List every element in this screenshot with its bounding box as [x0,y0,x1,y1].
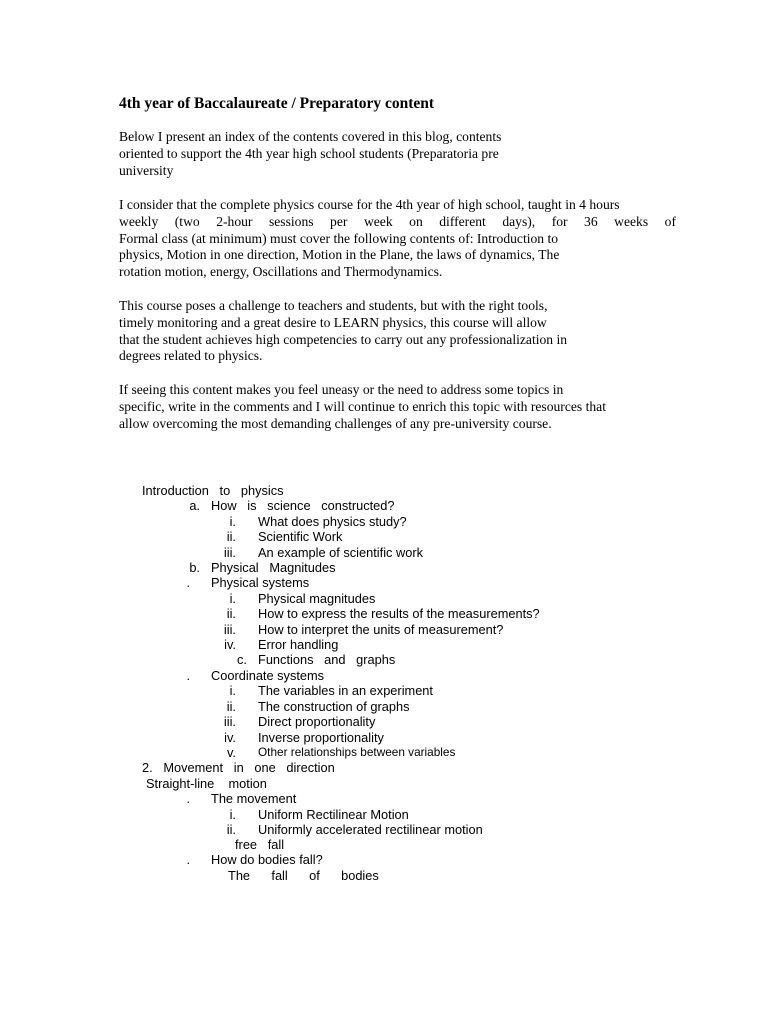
index-subitem: Uniform Rectilinear Motion [258,807,409,822]
text-line: allow overcoming the most demanding challenges of any pre-university course. [119,415,552,431]
index-subitem: The construction of graphs [258,699,410,714]
list-marker: b. [189,560,200,575]
list-marker: . [186,791,190,806]
list-marker: iii. [223,622,236,637]
list-marker: ii. [226,606,236,621]
index-item: Straight-line motion [146,776,267,791]
text-line: Formal class (at minimum) must cover the following contents of: Introduction to [119,230,559,246]
text-line: oriented to support the 4th year high school students (Preparatoria pre [119,145,499,161]
index-subitem: Direct proportionality [258,714,376,729]
index-subitem: Inverse proportionality [258,730,384,745]
index-item-b: Physical Magnitudes [211,560,336,575]
index-item: Coordinate systems [211,668,325,683]
text-line: that the student achieves high competencies to carry out any professionalization in [119,331,568,347]
text-line: rotation motion, energy, Oscillations and Thermodynamics. [119,264,443,280]
list-marker: iv. [224,730,236,745]
index-item: Physical systems [211,575,310,590]
list-marker: ii. [226,822,236,837]
index-item: How do bodies fall? [211,852,323,867]
index-subitem: What does physics study? [258,514,407,529]
list-marker: i. [229,591,236,606]
list-marker: iv. [224,637,236,652]
index-subitem: Error handling [258,637,339,652]
list-marker: i. [229,807,236,822]
text-line: timely monitoring and a great desire to LEARN physics, this course will allow [119,314,547,330]
index-subitem: The variables in an experiment [258,683,433,698]
index-item-a: How is science constructed? [211,498,395,513]
index-subitem: Physical magnitudes [258,591,376,606]
index-item: The fall of bodies [228,868,379,883]
text-line: university [119,162,174,178]
list-marker: iii. [223,545,236,560]
text-line: weekly (two 2-hour sessions per week on different days), for 36 weeks of [119,213,676,229]
text-line: I consider that the complete physics course for the 4th year of high school, taught in 4 hours [119,197,620,212]
index-item: free fall [235,837,285,852]
list-marker: iii. [223,714,236,729]
list-marker: v. [226,745,236,760]
index-item: The movement [211,791,297,806]
list-marker: c. [237,652,247,667]
list-marker: . [186,852,190,867]
text-line: degrees related to physics. [119,348,263,364]
text-line: This course poses a challenge to teachers and students, but with the right tools, [119,298,548,313]
page-title: 4th year of Baccalaureate / Preparatory content [119,95,435,112]
text-line: specific, write in the comments and I will continue to enrich this topic with resources that [119,398,606,414]
text-line: Below I present an index of the contents covered in this blog, contents [119,129,502,144]
text-line: If seeing this content makes you feel uneasy or the need to address some topics in [119,382,564,397]
text-line: physics, Motion in one direction, Motion in the Plane, the laws of dynamics, The [119,247,560,263]
list-marker: i. [229,683,236,698]
index-item-c: Functions and graphs [258,652,396,667]
list-marker: a. [189,498,200,513]
index-subitem: How to express the results of the measurements? [258,606,540,621]
index-subitem: How to interpret the units of measurement? [258,622,504,637]
list-marker: . [186,668,190,683]
index-section-1: Introduction to physics [142,483,284,498]
list-marker: . [186,575,190,590]
list-marker: ii. [226,699,236,714]
index-section-2: 2. Movement in one direction [142,760,335,775]
index-subitem: An example of scientific work [258,545,424,560]
index-subitem: Scientific Work [258,529,343,544]
index-subitem: Other relationships between variables [258,745,456,759]
index-subitem: Uniformly accelerated rectilinear motion [258,822,483,837]
list-marker: ii. [226,529,236,544]
list-marker: i. [229,514,236,529]
